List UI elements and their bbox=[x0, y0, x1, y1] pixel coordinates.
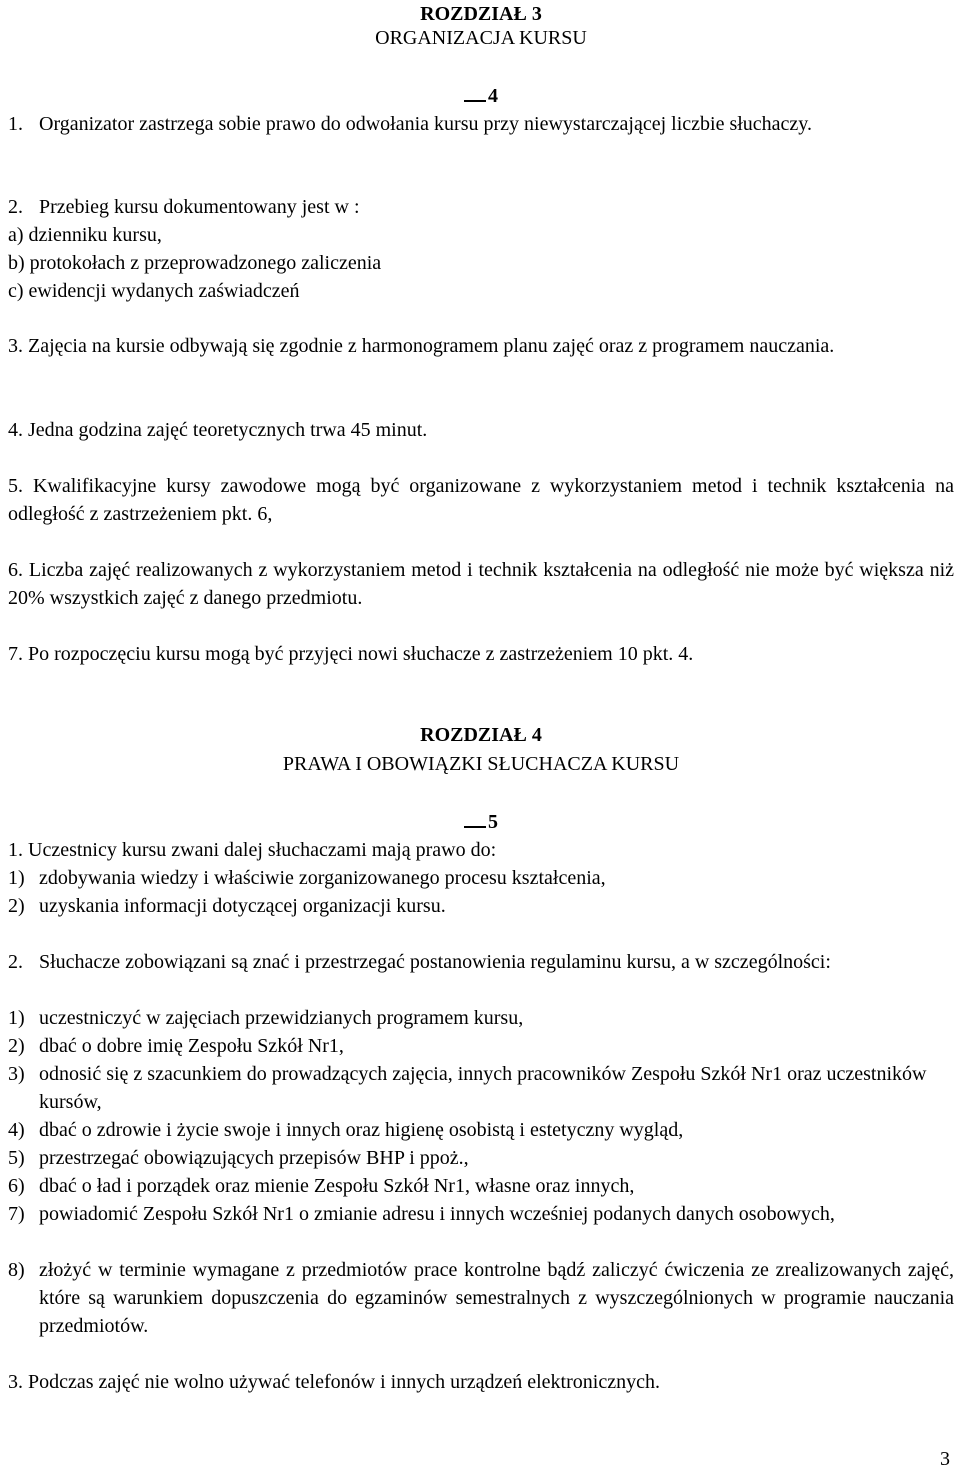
item-number: 3. bbox=[8, 1371, 23, 1393]
list-item bbox=[8, 472, 954, 528]
section-sign-icon bbox=[464, 812, 486, 828]
item-text: dbać o ład i porządek oraz mienie Zespołu Szkół Nr1, własne oraz innych, bbox=[39, 1175, 635, 1197]
section-5-heading bbox=[8, 808, 954, 836]
list-item bbox=[8, 193, 954, 221]
item-number: 1. bbox=[8, 113, 23, 135]
item-text: Kwalifikacyjne kursy zawodowe mogą być organizowane z wykorzystaniem metod i technik kształcenia na odległość z zastrzeżeniem pkt. 6, bbox=[8, 475, 955, 525]
item-text bbox=[8, 110, 954, 138]
list-item bbox=[8, 332, 954, 360]
item-text-content: Organizator zastrzega sobie prawo do odwołania kursu przy niewystarczającej liczbie słuchaczy. bbox=[39, 113, 812, 135]
item-text: powiadomić Zespołu Szkół Nr1 o zmianie adresu i innych wcześniej podanych danych osobowych, bbox=[39, 1203, 835, 1225]
sub-item: c) ewidencji wydanych zaświadczeń bbox=[8, 280, 300, 302]
item-number: 5) bbox=[8, 1147, 25, 1169]
chapter-3-title: ORGANIZACJA KURSU bbox=[375, 27, 587, 49]
item-number: 4) bbox=[8, 1119, 25, 1141]
item-number: 6. bbox=[8, 559, 23, 581]
list-item bbox=[8, 864, 954, 892]
list-item bbox=[8, 110, 954, 138]
list-item bbox=[8, 1004, 954, 1032]
list-item bbox=[8, 1060, 954, 1116]
item-text: złożyć w terminie wymagane z przedmiotów prace kontrolne bądź zaliczyć ćwiczenia ze zrealizowanych zajęć, które są warunkiem dopuszczenia do egzaminów semestralnych z wyszczególnionych w programie nauczania przedmiotów. bbox=[39, 1259, 954, 1337]
sub-item: a) dzienniku kursu, bbox=[8, 224, 162, 246]
item-text: Słuchacze zobowiązani są znać i przestrzegać postanowienia regulaminu kursu, a w szczególności: bbox=[39, 951, 831, 973]
item-number: 2) bbox=[8, 895, 25, 917]
list-item bbox=[8, 416, 954, 444]
item-text: Jedna godzina zajęć teoretycznych trwa 45 minut. bbox=[28, 419, 428, 441]
item-text: Przebieg kursu dokumentowany jest w : bbox=[39, 196, 360, 218]
list-item bbox=[8, 1256, 954, 1340]
item-number: 1) bbox=[8, 1007, 25, 1029]
item-text: uczestniczyć w zajęciach przewidzianych programem kursu, bbox=[39, 1007, 524, 1029]
list-item bbox=[8, 1172, 954, 1200]
list-item bbox=[8, 1116, 954, 1144]
item-number: 2. bbox=[8, 951, 23, 973]
item-text: odnosić się z szacunkiem do prowadzących zajęcia, innych pracowników Zespołu Szkół Nr1 oraz uczestników kursów, bbox=[39, 1063, 927, 1113]
chapter-3-heading: ROZDZIAŁ 3 bbox=[420, 3, 542, 25]
paragraph-1 bbox=[8, 836, 954, 864]
item-text: Uczestnicy kursu zwani dalej słuchaczami mają prawo do: bbox=[28, 839, 497, 861]
section-5-number: 5 bbox=[488, 811, 498, 833]
item-text: Podczas zajęć nie wolno używać telefonów i innych urządzeń elektronicznych. bbox=[28, 1371, 660, 1393]
item-number: 2) bbox=[8, 1035, 25, 1057]
paragraph-3 bbox=[8, 1368, 954, 1396]
item-number: 3) bbox=[8, 1063, 25, 1085]
item-text: przestrzegać obowiązujących przepisów BHP i ppoż., bbox=[39, 1147, 469, 1169]
item-number: 4. bbox=[8, 419, 23, 441]
page-number: 3 bbox=[940, 1448, 950, 1470]
item-text: dbać o dobre imię Zespołu Szkół Nr1, bbox=[39, 1035, 344, 1057]
item-text: dbać o zdrowie i życie swoje i innych oraz higienę osobistą i estetyczny wygląd, bbox=[39, 1119, 684, 1141]
item-text: Zajęcia na kursie odbywają się zgodnie z harmonogramem planu zajęć oraz z programem nauczania. bbox=[28, 335, 835, 357]
item-number: 8) bbox=[8, 1259, 25, 1281]
item-number: 1. bbox=[8, 839, 23, 861]
list-item bbox=[8, 1032, 954, 1060]
paragraph-2 bbox=[8, 948, 954, 976]
item-text: Liczba zajęć realizowanych z wykorzystaniem metod i technik kształcenia na odległość nie może być większa niż 20% wszystkich zajęć z danego przedmiotu. bbox=[8, 559, 955, 609]
list-item bbox=[8, 892, 954, 920]
list-item bbox=[8, 640, 954, 668]
item-number: 1) bbox=[8, 867, 25, 889]
chapter-4-heading: ROZDZIAŁ 4 bbox=[420, 724, 542, 746]
item-number: 2. bbox=[8, 196, 23, 218]
item-text: zdobywania wiedzy i właściwie zorganizowanego procesu kształcenia, bbox=[39, 867, 606, 889]
item-number: 7) bbox=[8, 1203, 25, 1225]
chapter-4-title: PRAWA I OBOWIĄZKI SŁUCHACZA KURSU bbox=[282, 753, 680, 775]
section-sign-icon bbox=[464, 86, 486, 102]
section-4-heading bbox=[8, 82, 954, 110]
item-number: 6) bbox=[8, 1175, 25, 1197]
list-item bbox=[8, 1144, 954, 1172]
list-item bbox=[8, 556, 954, 612]
item-text: uzyskania informacji dotyczącej organizacji kursu. bbox=[39, 895, 446, 917]
item-number: 5. bbox=[8, 475, 23, 497]
item-number: 7. bbox=[8, 643, 23, 665]
item-text: Po rozpoczęciu kursu mogą być przyjęci nowi słuchacze z zastrzeżeniem 10 pkt. 4. bbox=[28, 643, 694, 665]
sub-item: b) protokołach z przeprowadzonego zaliczenia bbox=[8, 252, 382, 274]
list-item bbox=[8, 1200, 954, 1228]
section-4-number: 4 bbox=[488, 85, 498, 107]
item-number: 3. bbox=[8, 335, 23, 357]
